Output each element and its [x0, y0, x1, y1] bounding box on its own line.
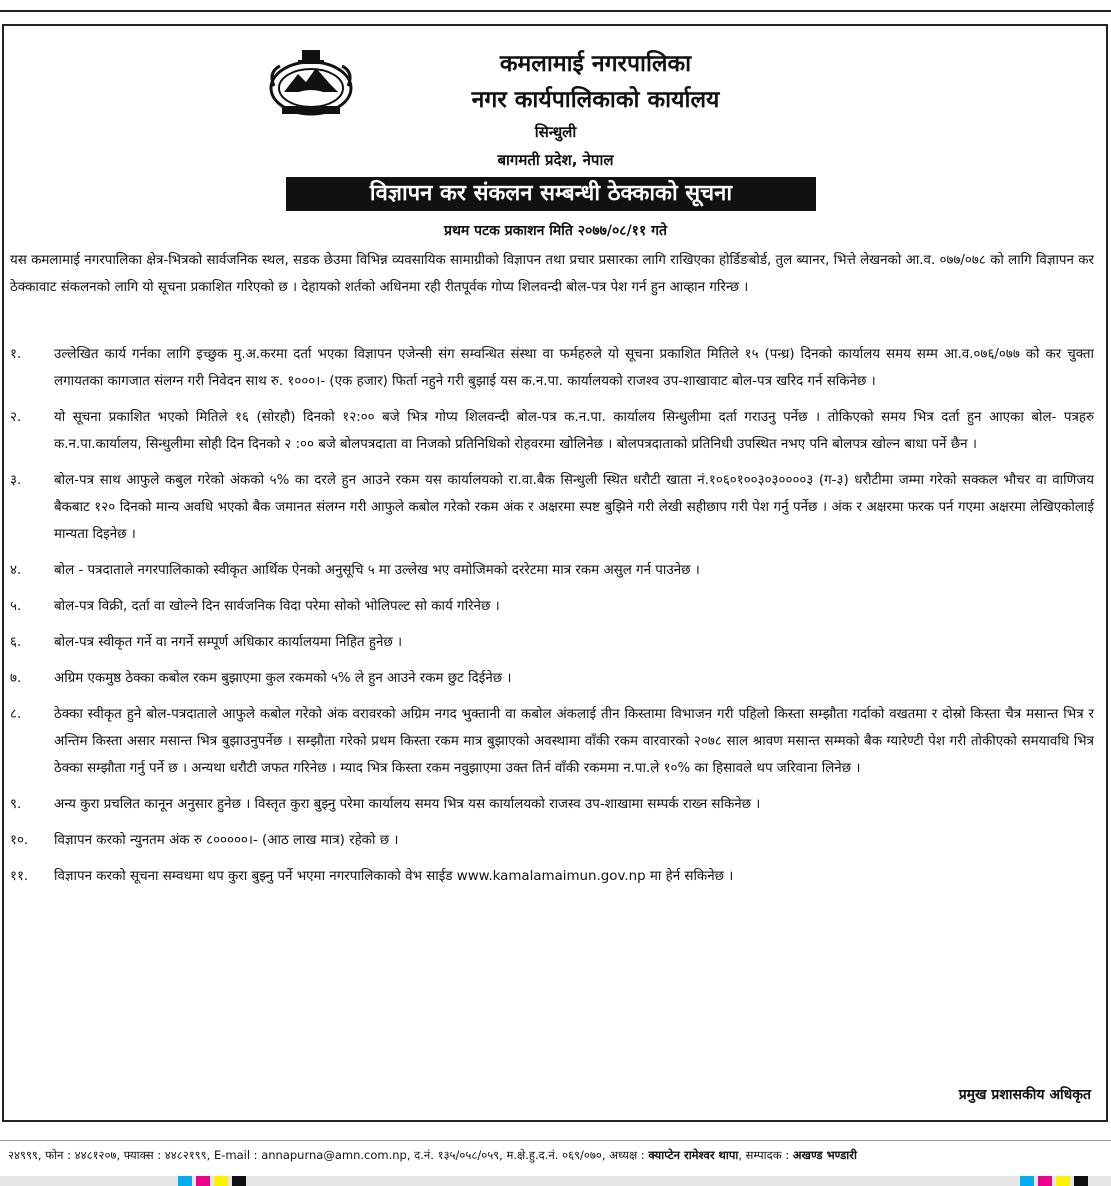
clause-list: [10, 341, 1094, 899]
clause-item: [10, 791, 1094, 818]
clause-number: ९.: [10, 797, 22, 812]
clause-number: ४.: [10, 563, 22, 578]
clause-item: [10, 593, 1094, 620]
intro-paragraph: यस कमलामाई नगरपालिका क्षेत्र-भित्रको सार्वजनिक स्थल, सडक छेउमा विभिन्न व्यवसायिक सामाग्रीको विज्ञापन तथा प्रचार प्रसारका लागि राखिएका होर्डिङबोर्ड, तुल ब्यानर, भित्ते लेखनको आ.व. ०७७/०७८ को लागि विज्ञापन कर ठेक्कावाट संकलनको लागि यो सूचना प्रकाशित गरिएको छ । देहायको शर्तको अधिनमा रही रीतपूर्वक गोप्य शिलवन्दी बोल-पत्र पेश गर्न हुन आव्हान गरिन्छ ।: [10, 253, 1094, 295]
footer-chairman: क्याप्टेन रामेश्वर थापा: [648, 1148, 739, 1162]
clause-item: [10, 863, 1094, 890]
clause-item: [10, 557, 1094, 584]
registration-mark-cyan: [1020, 1176, 1034, 1186]
province-name: बागमती प्रदेश, नेपाल: [497, 151, 614, 169]
registration-mark-black: [232, 1176, 246, 1186]
clause-text: विज्ञापन करको सूचना सम्वधमा थप कुरा बुझ्नु पर्ने भएमा नगरपालिकाको वेभ साईड www.kamalamaimun.gov.np मा हेर्न सकिनेछ ।: [54, 869, 734, 884]
registration-mark-yellow: [214, 1176, 228, 1186]
clause-item: [10, 467, 1094, 548]
clause-text: अन्य कुरा प्रचलित कानून अनुसार हुनेछ । विस्तृत कुरा बुझ्नु परेमा कार्यालय समय भित्र यस कार्यालयको राजस्व उप-शाखामा सम्पर्क राख्न सकिनेछ ।: [54, 797, 761, 812]
publication-line: प्रथम पटक प्रकाशन मिति २०७७/०८/११ गते: [444, 223, 667, 239]
footer-contact: [8, 1148, 857, 1163]
registration-mark-magenta: [1038, 1176, 1052, 1186]
district-name: सिन्धुली: [534, 123, 577, 141]
registration-mark-yellow: [1056, 1176, 1070, 1186]
clause-item: [10, 341, 1094, 395]
top-rule: [0, 0, 1111, 12]
clause-number: ७.: [10, 671, 22, 686]
clause-item: [10, 701, 1094, 782]
clause-text: उल्लेखित कार्य गर्नका लागि इच्छुक मु.अ.करमा दर्ता भएका विज्ञापन एजेन्सी संग सम्वन्धित संस्था वा फर्महरुले यो सूचना प्रकाशित मितिले १५ (पन्ध्र) दिनको कार्यालय समय सम्म आ.व.०७६/०७७ को कर चुक्ता लगायतका कागजात संलग्न गरी निवेदन साथ रु. १०००।- (एक हजार) फिर्ता नहुने गरी बुझाई यस क.न.पा. कार्यालयको राजश्व उप-शाखावाट बोल-पत्र खरिद गर्न सकिनेछ ।: [54, 347, 1094, 389]
org-name: कमलामाई नगरपालिका: [499, 51, 692, 77]
registration-mark-magenta: [196, 1176, 210, 1186]
notice-title: विज्ञापन कर संकलन सम्बन्धी ठेक्काको सूचना: [286, 177, 816, 211]
clause-text: यो सूचना प्रकाशित भएको मितिले १६ (सोरहौ) दिनको १२:०० बजे भित्र गोप्य शिलवन्दी बोल-पत्र क.न.पा. कार्यालय सिन्धुलीमा दर्ता गराउनु पर्नेछ । तोकिएको समय भित्र दर्ता हुन आएका बोल- पत्रहरु क.न.पा.कार्यालय, सिन्धुलीमा सोही दिन दिनको २ :०० बजे बोलपत्रदाता वा निजको प्रतिनिधिको रोहवरमा खोलिनेछ । बोलपत्रदाताको प्रतिनिधी उपस्थित नभए पनि बोलपत्र खोल्न बाधा पर्ने छैन ।: [54, 410, 1094, 452]
clause-item: [10, 827, 1094, 854]
footer-contact-text: २४९९९, फोन : ४४८१२०७, फ्याक्स : ४४८२१९९, E-mail : annapurna@amn.com.np, द.नं. १३५/०५८/०५९, म.क्षे.हु.द.नं. ०६९/०७०, अध्यक्ष :: [8, 1148, 649, 1162]
footer-editor: अखण्ड भण्डारी: [792, 1148, 857, 1162]
registration-mark-cyan: [178, 1176, 192, 1186]
footer-editor-label: , सम्पादक :: [738, 1148, 793, 1162]
clause-number: २.: [10, 410, 22, 425]
clause-text: ठेक्का स्वीकृत हुने बोल-पत्रदाताले आफुले कबोल गरेको अंक वरावरको अग्रिम नगद भुक्तानी वा कबोल अंकलाई तीन किस्तामा विभाजन गरी पहिलो किस्ता सम्झौता गर्दाको वखतमा र दोस्रो किस्ता चैत्र मसान्त भित्र र अन्तिम किस्ता असार मसान्त भित्र बुझाउनुपर्नेछ । सम्झौता गरेको प्रथम किस्ता रकम मात्र बुझाएको अवस्थामा वाँकी रकम वारवारको २०७८ साल श्रावण मसान्त सम्मको बैक ग्यारेण्टी पेश गरी तोकीएको समयावधि भित्र ठेक्का सम्झौता गर्नु पर्ने छ । अन्यथा धरौटी जफत गरिनेछ । म्याद भित्र किस्ता रकम नवुझाएमा उक्त तिर्न वाँकी रकममा न.पा.ले १०% का हिसावले थप जरिवाना लिनेछ ।: [54, 707, 1094, 776]
signature-title: प्रमुख प्रशासकीय अधिकृत: [958, 1087, 1091, 1103]
clause-number: ६.: [10, 635, 22, 650]
clause-number: १.: [10, 347, 22, 362]
clause-number: ५.: [10, 599, 22, 614]
office-name: नगर कार्यपालिकाको कार्यालय: [471, 87, 720, 113]
clause-text: अग्रिम एकमुष्ठ ठेक्का कबोल रकम बुझाएमा कुल रकमको ५% ले हुन आउने रकम छुट दिईनेछ ।: [54, 671, 512, 686]
clause-text: बोल - पत्रदाताले नगरपालिकाको स्वीकृत आर्थिक ऐनको अनुसूचि ५ मा उल्लेख भए वमोजिमको दररेटमा मात्र रकम असुल गर्न पाउनेछ ।: [54, 563, 700, 578]
clause-item: [10, 404, 1094, 458]
clause-item: [10, 629, 1094, 656]
clause-text: बोल-पत्र विक्री, दर्ता वा खोल्ने दिन सार्वजनिक विदा परेमा सोको भोलिपल्ट सो कार्य गरिनेछ ।: [54, 599, 500, 614]
clause-text: बोल-पत्र स्वीकृत गर्ने वा नगर्ने सम्पूर्ण अधिकार कार्यालयमा निहित हुनेछ ।: [54, 635, 403, 650]
clause-text: बोल-पत्र साथ आफुले कबुल गरेको अंकको ५% का दरले हुन आउने रकम यस कार्यालयको रा.वा.बैक सिन्धुली स्थित धरौटी खाता नं.१०६०१००३०३००००३ (ग-३) धरौटीमा जम्मा गरेको सक्कल भौचर वा वाणिजय बैकबाट १२० दिनको मान्य अवधि भएको बैक जमानत संलग्न गरी आफुले कबोल गरेको रकम अंक र अक्षरमा स्पष्ट बुझिने गरी लेखी सहीछाप गरी पेश गर्नु पर्नेछ । अंक र अक्षरमा फरक पर्न गएमा अक्षरमा लेखिएकोलाई मान्यता दिइनेछ ।: [54, 473, 1094, 542]
clause-number: १०.: [10, 833, 29, 848]
clause-item: [10, 665, 1094, 692]
clause-text: विज्ञापन करको न्युनतम अंक रु ८०००००।- (आठ लाख मात्र) रहेको छ ।: [54, 833, 399, 848]
clause-number: ३.: [10, 473, 22, 488]
bottom-strip: [0, 1176, 1111, 1186]
registration-mark-black: [1074, 1176, 1088, 1186]
clause-number: ८.: [10, 707, 22, 722]
clause-number: ११.: [10, 869, 29, 884]
